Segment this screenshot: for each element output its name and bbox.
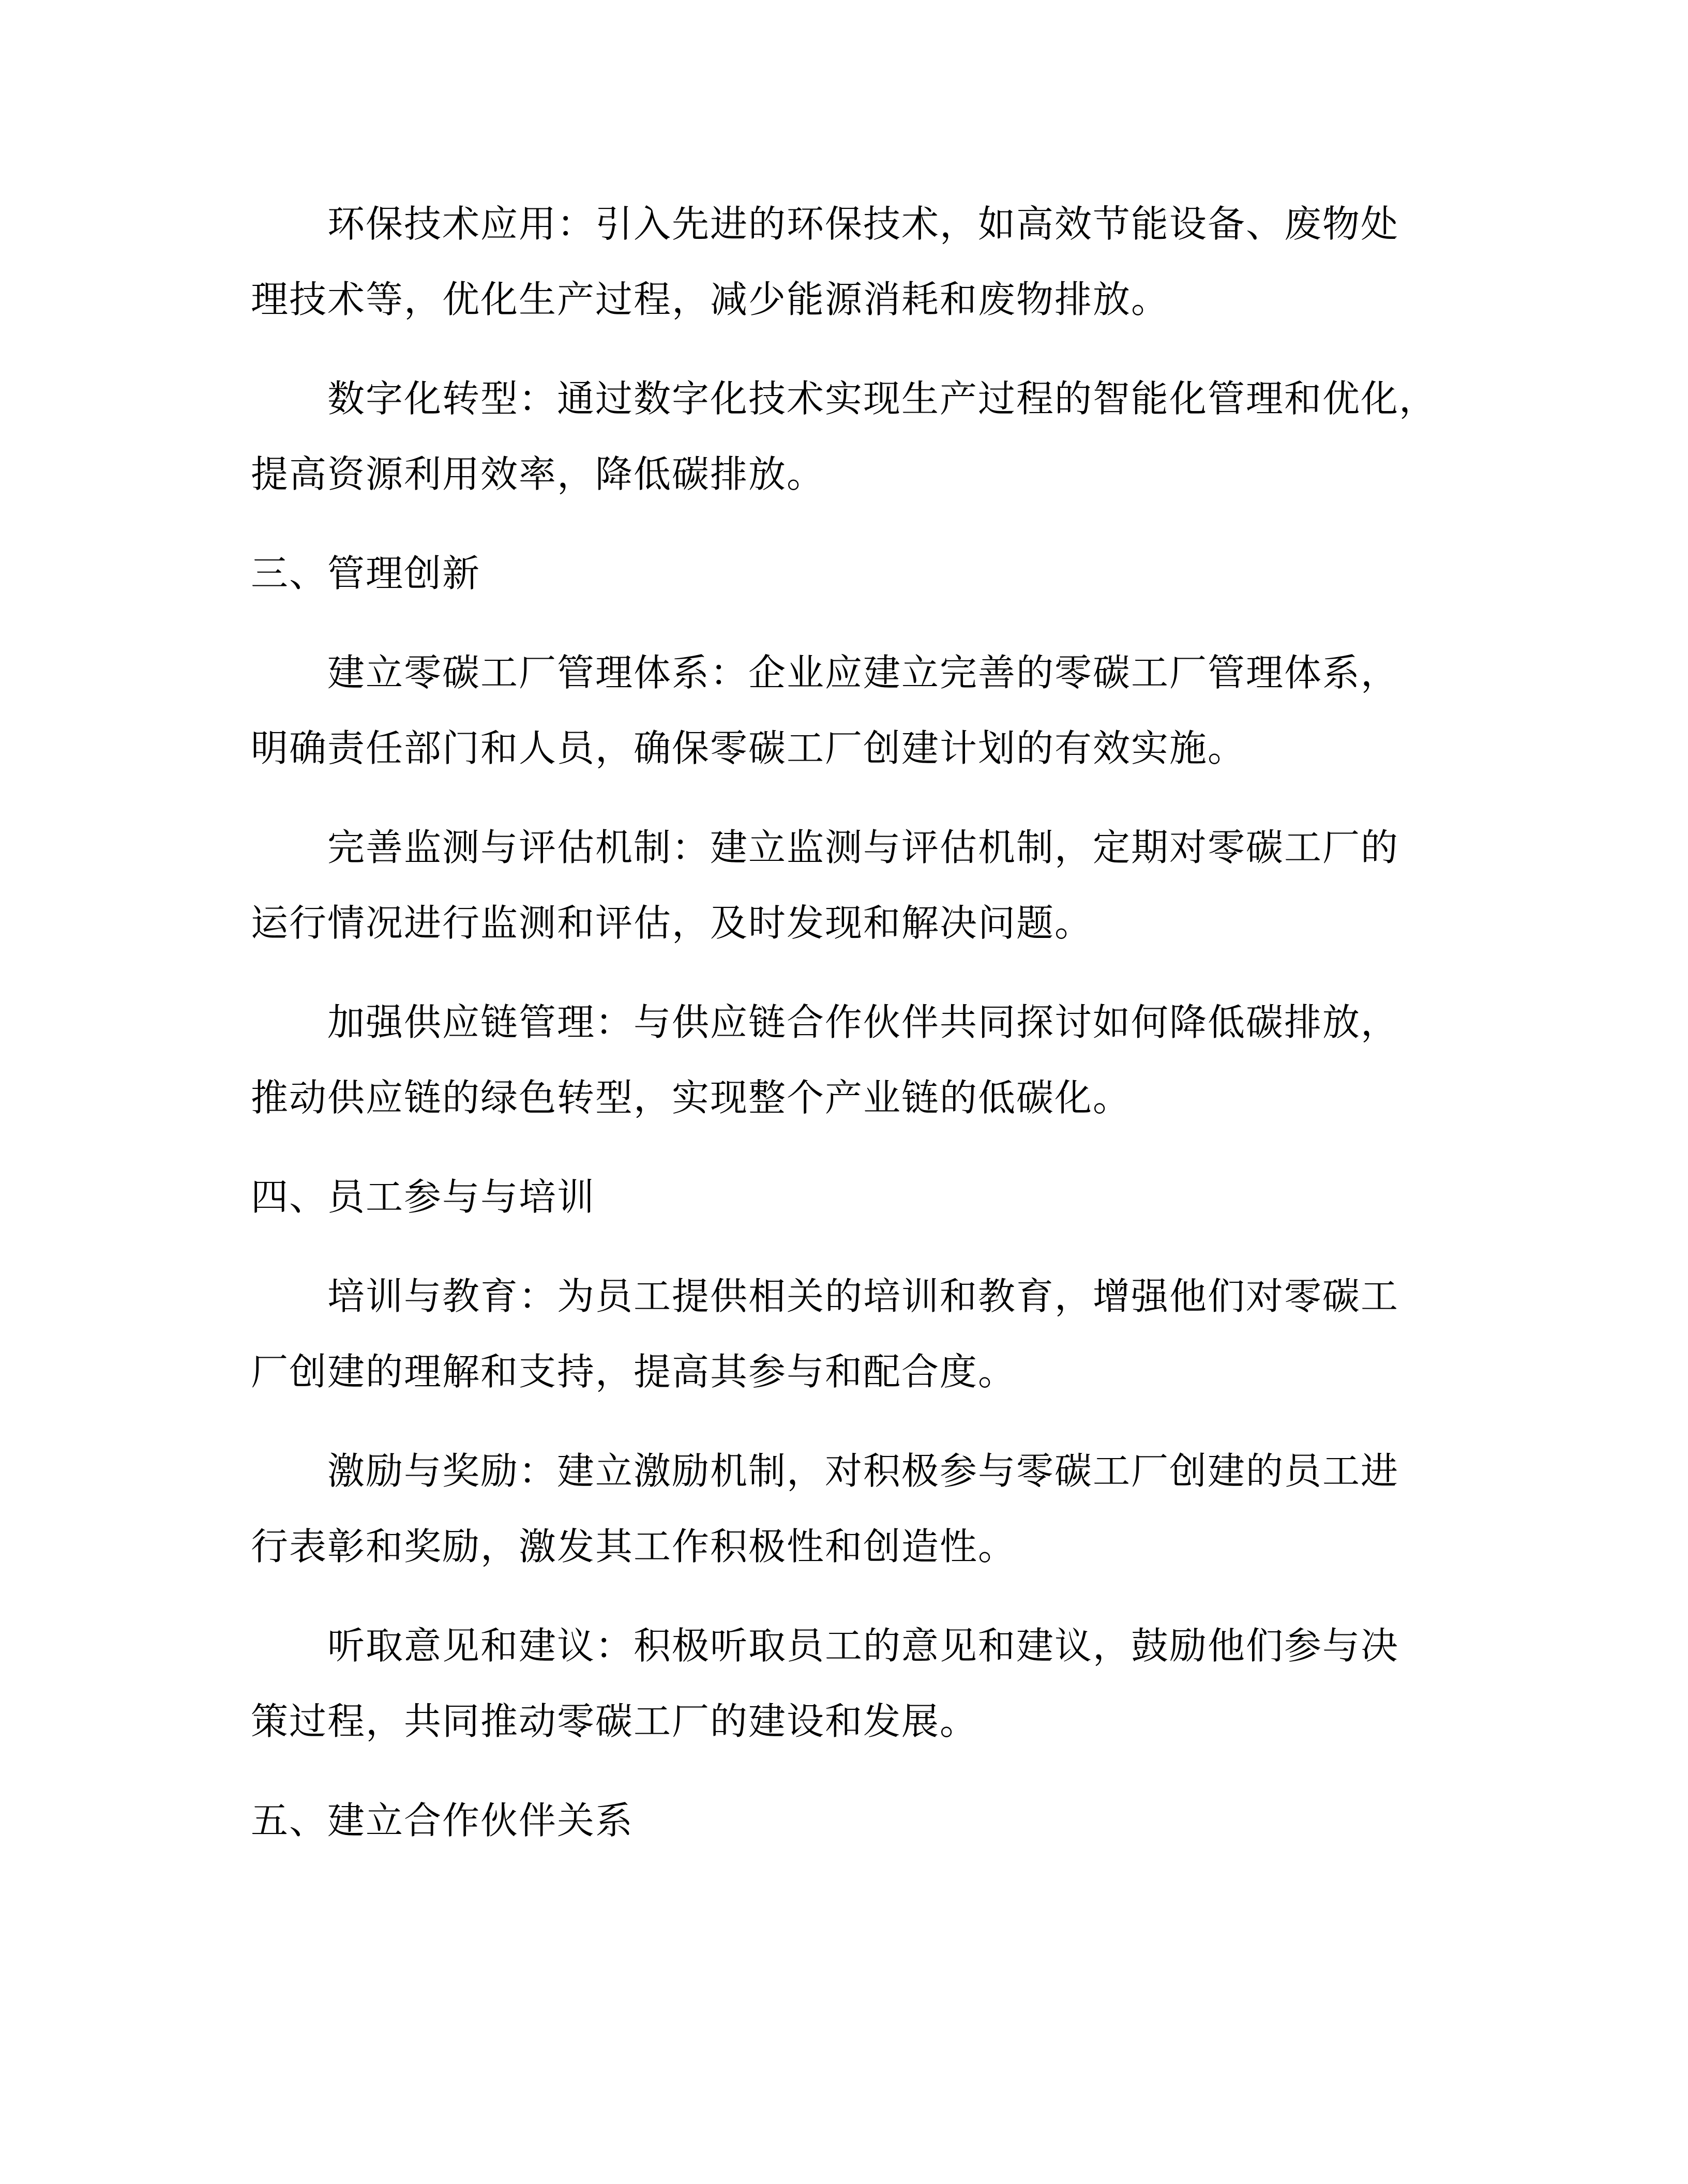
section-heading: 四、员工参与与培训: [251, 1175, 596, 1219]
section-heading: 三、管理创新: [251, 552, 481, 595]
document-page: [251, 186, 1440, 1882]
paragraph-feedback-suggestions: [251, 1608, 1440, 1759]
paragraph-line: 培训与教育：为员工提供相关的培训和教育，增强他们对零碳工: [327, 1275, 1399, 1318]
paragraph-environmental-tech: [251, 186, 1440, 337]
paragraph-monitoring-evaluation: [251, 810, 1440, 961]
section-heading-partnerships: [251, 1783, 1440, 1858]
paragraph-management-system: [251, 635, 1440, 786]
paragraph-line: 行表彰和奖励，激发其工作积极性和创造性。: [251, 1525, 1017, 1568]
paragraph-line: 听取意见和建议：积极听取员工的意见和建议，鼓励他们参与决: [327, 1624, 1399, 1667]
paragraph-line: 提高资源利用效率，降低碳排放。: [251, 452, 825, 496]
paragraph-line: 数字化转型：通过数字化技术实现生产过程的智能化管理和优化，: [327, 377, 1438, 420]
paragraph-line: 环保技术应用：引入先进的环保技术，如高效节能设备、废物处: [327, 202, 1399, 246]
paragraph-line: 明确责任部门和人员，确保零碳工厂创建计划的有效实施。: [251, 726, 1246, 770]
section-heading-employee-participation: [251, 1159, 1440, 1235]
paragraph-line: 策过程，共同推动零碳工厂的建设和发展。: [251, 1700, 978, 1743]
paragraph-line: 加强供应链管理：与供应链合作伙伴共同探讨如何降低碳排放，: [327, 1000, 1399, 1044]
paragraph-line: 推动供应链的绿色转型，实现整个产业链的低碳化。: [251, 1076, 1132, 1119]
section-heading: 五、建立合作伙伴关系: [251, 1799, 634, 1842]
paragraph-training-education: [251, 1258, 1440, 1409]
paragraph-line: 激励与奖励：建立激励机制，对积极参与零碳工厂创建的员工进: [327, 1449, 1399, 1493]
paragraph-line: 完善监测与评估机制：建立监测与评估机制，定期对零碳工厂的: [327, 826, 1399, 869]
paragraph-line: 建立零碳工厂管理体系：企业应建立完善的零碳工厂管理体系，: [327, 651, 1399, 694]
paragraph-incentives-rewards: [251, 1433, 1440, 1584]
paragraph-digital-transformation: [251, 361, 1440, 512]
paragraph-supply-chain: [251, 984, 1440, 1135]
paragraph-line: 厂创建的理解和支持，提高其参与和配合度。: [251, 1350, 1017, 1393]
paragraph-line: 运行情况进行监测和评估，及时发现和解决问题。: [251, 901, 1093, 945]
paragraph-line: 理技术等，优化生产过程，减少能源消耗和废物排放。: [251, 278, 1170, 321]
section-heading-management-innovation: [251, 536, 1440, 611]
